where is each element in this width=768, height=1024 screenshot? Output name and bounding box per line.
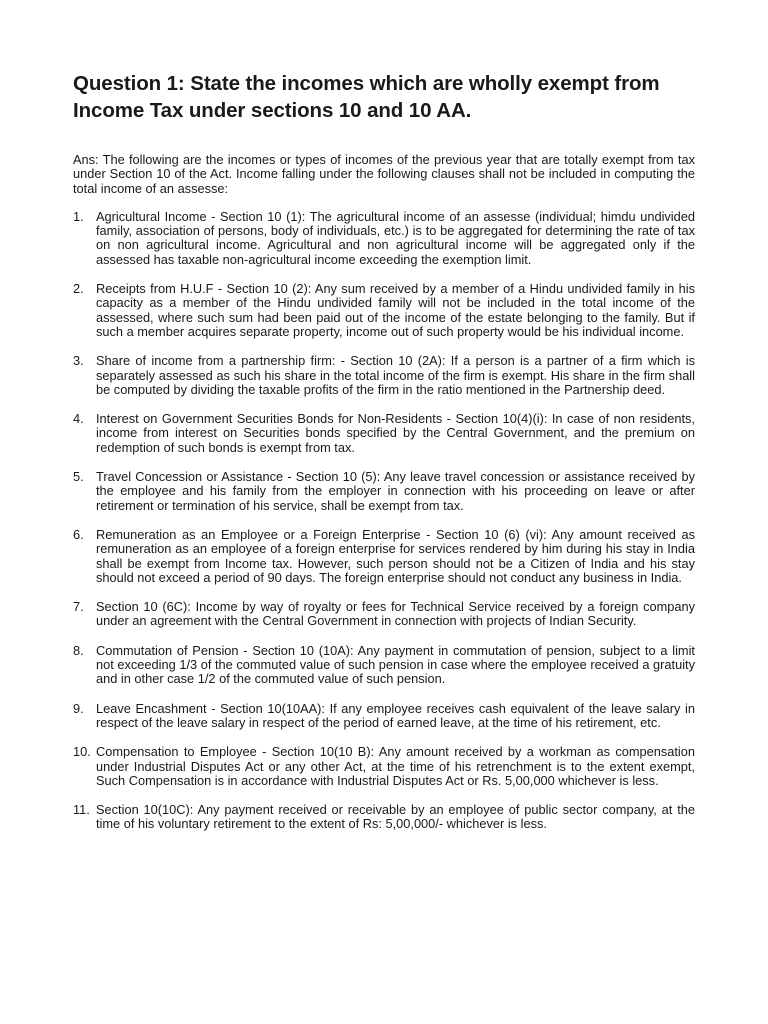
- list-item: [73, 354, 695, 397]
- list-item: [73, 282, 695, 339]
- item-number: 2.: [73, 281, 84, 297]
- item-number: 8.: [73, 642, 84, 658]
- item-text: Section 10(10C): Any payment received or receivable by an employee of public sector company, at the time of his voluntary retirement to the extent of Rs: 5,00,000/- whichever is less.: [96, 802, 695, 832]
- list-item: [73, 745, 695, 788]
- list-item: [73, 412, 695, 455]
- item-text: Commutation of Pension - Section 10 (10A): Any payment in commutation of pension, subject to a limit not exceeding 1/3 of the commuted value of such pension in case where the employee received a gratuity and in other case 1/2 of the commuted value of such pension.: [96, 642, 695, 687]
- item-number: 3.: [73, 353, 84, 369]
- document-page: [73, 70, 695, 847]
- list-item: [73, 470, 695, 513]
- item-text: Travel Concession or Assistance - Section 10 (5): Any leave travel concession or assistance received by the employee and his family from the employer in connection with his proceeding on leave or after retirement or termination of his service, shall be exempt from tax.: [96, 469, 695, 513]
- list-item: [73, 644, 695, 687]
- item-number: 4.: [73, 411, 84, 427]
- item-text: Section 10 (6C): Income by way of royalty or fees for Technical Service received by a foreign company under an agreement with the Central Government in connection with projects of Indian Security.: [96, 599, 695, 629]
- list-item: [73, 528, 695, 585]
- page-title: Question 1: State the incomes which are wholly exempt from Income Tax under sections 10 and 10 AA.: [73, 72, 660, 122]
- list-item: [73, 210, 695, 267]
- item-number: 10.: [73, 744, 91, 760]
- intro-paragraph: Ans: The following are the incomes or types of incomes of the previous year that are totally exempt from tax under Section 10 of the Act. Income falling under the following clauses shall not be included in computing the total income of an assesse:: [73, 152, 695, 196]
- list-item: [73, 600, 695, 629]
- item-number: 9.: [73, 700, 84, 716]
- item-text: Compensation to Employee - Section 10(10 B): Any amount received by a workman as compensation under Industrial Disputes Act or any other Act, at the time of his retrenchment is to the extent exempt, Such Compensation is in accordance with Industrial Disputes Act or Rs. 5,00,000 whichever is less.: [96, 744, 695, 788]
- item-number: 1.: [73, 208, 84, 224]
- item-number: 5.: [73, 469, 84, 485]
- item-number: 11.: [73, 802, 90, 818]
- item-text: Share of income from a partnership firm: - Section 10 (2A): If a person is a partner of a firm which is separately assessed as such his share in the total income of the firm is exempt. His share in the firm shall be computed by dividing the taxable profits of the firm in the ratio mentioned in the Partnership deed.: [96, 353, 695, 397]
- item-number: 7.: [73, 599, 84, 615]
- item-text: Leave Encashment - Section 10(10AA): If any employee receives cash equivalent of the leave salary in respect of the leave salary in respect of the period of earned leave, at the time of his retirement, etc.: [96, 700, 695, 730]
- item-text: Agricultural Income - Section 10 (1): The agricultural income of an assesse (individual; himdu undivided family, association of persons, body of individuals, etc.) is to be aggregated for determining the rate of tax on non agricultural income. Agricultural and non agricultural income will be aggregated only if the assessed has taxable non-agricultural income exceeding the exemption limit.: [96, 208, 695, 267]
- item-text: Remuneration as an Employee or a Foreign Enterprise - Section 10 (6) (vi): Any amount received as remuneration as an employee of a foreign enterprise for services rendered by him during his stay in India shall be exempt from Income tax. However, such person should not be a Citizen of India and his stay should not exceed a period of 90 days. The foreign enterprise should not conduct any business in India.: [96, 526, 695, 585]
- exempt-income-list: [73, 210, 695, 832]
- item-text: Interest on Government Securities Bonds for Non-Residents - Section 10(4)(i): In case of non residents, income from interest on Securities bonds specified by the Central Government, and the premium on redemption of such bonds is exempt from tax.: [96, 411, 695, 455]
- item-text: Receipts from H.U.F - Section 10 (2): Any sum received by a member of a Hindu undivided family in his capacity as a member of the Hindu undivided family will not be included in the total income of the assessed, where such sum had been paid out of the income of the estate belonging to the family. But if such a member acquires separate property, income out of such property would be his individual income.: [96, 281, 695, 339]
- list-item: [73, 803, 695, 832]
- item-number: 6.: [73, 526, 84, 542]
- list-item: [73, 702, 695, 731]
